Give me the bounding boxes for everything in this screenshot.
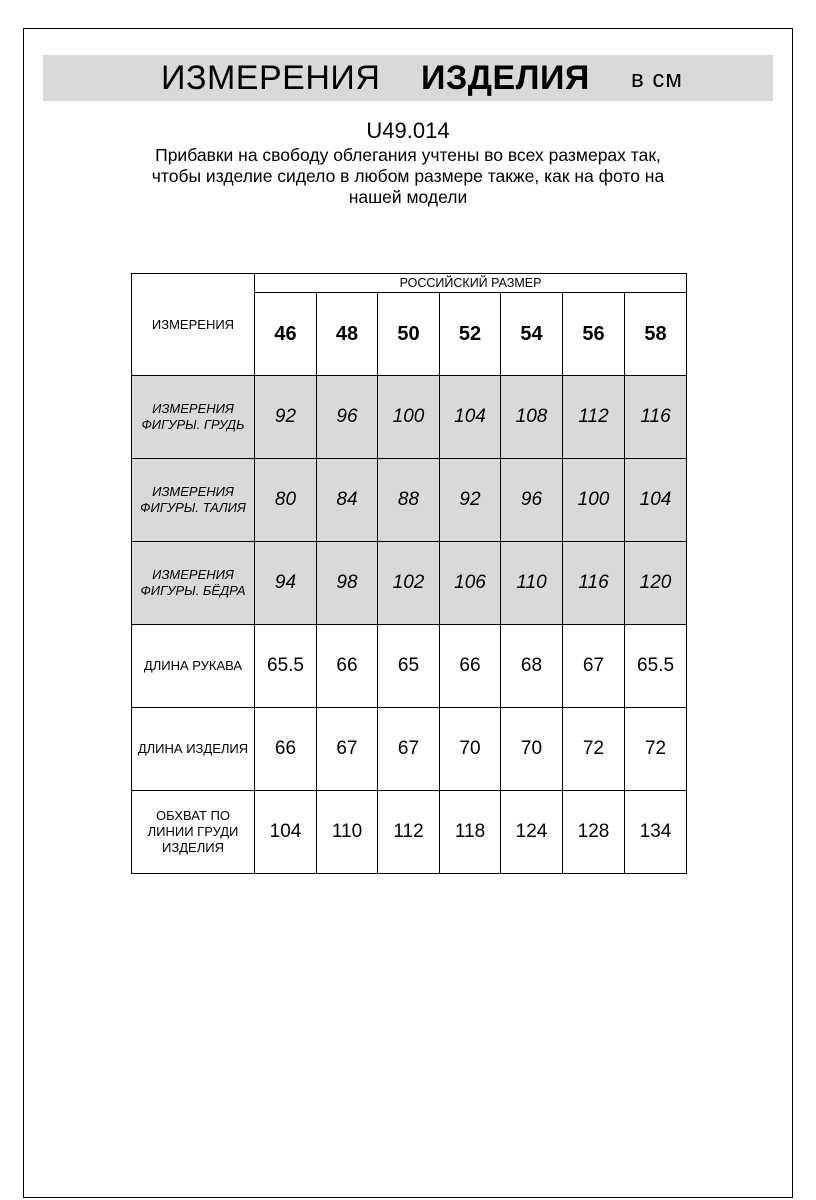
table-cell: 100 [563, 459, 625, 542]
row-label-line: ФИГУРЫ. БЁДРА [140, 583, 246, 598]
fit-note-line: чтобы изделие сидело в любом размере также, как на фото на [151, 166, 665, 186]
fit-note-line: Прибавки на свободу облегания учтены во всех размерах так, [155, 145, 661, 165]
table-cell: 98 [317, 542, 378, 625]
row-label [132, 459, 255, 542]
table-cell: 116 [625, 376, 687, 459]
row-label [132, 708, 255, 791]
table-cell: 70 [440, 708, 501, 791]
size-table [131, 273, 687, 874]
table-cell: 65.5 [625, 625, 687, 708]
size-48: 48 [317, 293, 378, 376]
table-cell: 112 [378, 791, 440, 874]
table-row [132, 542, 687, 625]
table-cell: 80 [255, 459, 317, 542]
row-label-line: ФИГУРЫ. ГРУДЬ [141, 417, 245, 432]
table-cell: 70 [501, 708, 563, 791]
table-cell: 100 [378, 376, 440, 459]
size-58: 58 [625, 293, 687, 376]
title-banner [43, 55, 773, 101]
table-cell: 67 [317, 708, 378, 791]
table-row [132, 376, 687, 459]
table-row [132, 791, 687, 874]
table-cell: 110 [501, 542, 563, 625]
table-cell: 94 [255, 542, 317, 625]
row-label-line: ИЗДЕЛИЯ [162, 840, 224, 855]
row-label [132, 542, 255, 625]
measurements-header: ИЗМЕРЕНИЯ [132, 274, 255, 376]
row-label [132, 625, 255, 708]
table-row [132, 625, 687, 708]
row-label [132, 376, 255, 459]
table-cell: 116 [563, 542, 625, 625]
size-56: 56 [563, 293, 625, 376]
table-cell: 68 [501, 625, 563, 708]
table-cell: 104 [625, 459, 687, 542]
table-cell: 66 [317, 625, 378, 708]
table-cell: 118 [440, 791, 501, 874]
table-cell: 88 [378, 459, 440, 542]
table-cell: 104 [440, 376, 501, 459]
table-cell: 84 [317, 459, 378, 542]
table-cell: 112 [563, 376, 625, 459]
fit-note [0, 145, 816, 208]
table-cell: 92 [440, 459, 501, 542]
table-cell: 102 [378, 542, 440, 625]
table-cell: 96 [317, 376, 378, 459]
size-46: 46 [255, 293, 317, 376]
row-label-line: ДЛИНА РУКАВА [143, 658, 243, 673]
table-cell: 66 [255, 708, 317, 791]
table-cell: 120 [625, 542, 687, 625]
table-row [132, 708, 687, 791]
row-label-line: ИЗМЕРЕНИЯ [152, 401, 234, 416]
row-label-line: ДЛИНА ИЗДЕЛИЯ [137, 741, 249, 756]
russian-size-header: РОССИЙСКИЙ РАЗМЕР [255, 274, 687, 293]
title-product: ИЗДЕЛИЯ [421, 59, 590, 97]
title-units: в см [631, 66, 683, 93]
title-measurements: ИЗМЕРЕНИЯ [161, 59, 381, 97]
table-row [132, 459, 687, 542]
table-cell: 66 [440, 625, 501, 708]
row-label [132, 791, 255, 874]
table-cell: 65 [378, 625, 440, 708]
row-label-line: ОБХВАТ ПО [156, 808, 230, 823]
table-cell: 72 [563, 708, 625, 791]
table-cell: 128 [563, 791, 625, 874]
table-cell: 108 [501, 376, 563, 459]
table-cell: 72 [625, 708, 687, 791]
table-cell: 110 [317, 791, 378, 874]
table-cell: 92 [255, 376, 317, 459]
fit-note-line: нашей модели [348, 187, 468, 207]
size-50: 50 [378, 293, 440, 376]
row-label-line: ФИГУРЫ. ТАЛИЯ [140, 500, 246, 515]
row-label-line: ИЗМЕРЕНИЯ [152, 567, 234, 582]
table-cell: 96 [501, 459, 563, 542]
table-cell: 106 [440, 542, 501, 625]
table-cell: 67 [563, 625, 625, 708]
table-cell: 67 [378, 708, 440, 791]
row-label-line: ЛИНИИ ГРУДИ [147, 824, 239, 839]
table-cell: 104 [255, 791, 317, 874]
size-52: 52 [440, 293, 501, 376]
table-cell: 65.5 [255, 625, 317, 708]
row-label-line: ИЗМЕРЕНИЯ [152, 484, 234, 499]
table-cell: 124 [501, 791, 563, 874]
article-code: U49.014 [366, 118, 450, 143]
table-cell: 134 [625, 791, 687, 874]
size-54: 54 [501, 293, 563, 376]
